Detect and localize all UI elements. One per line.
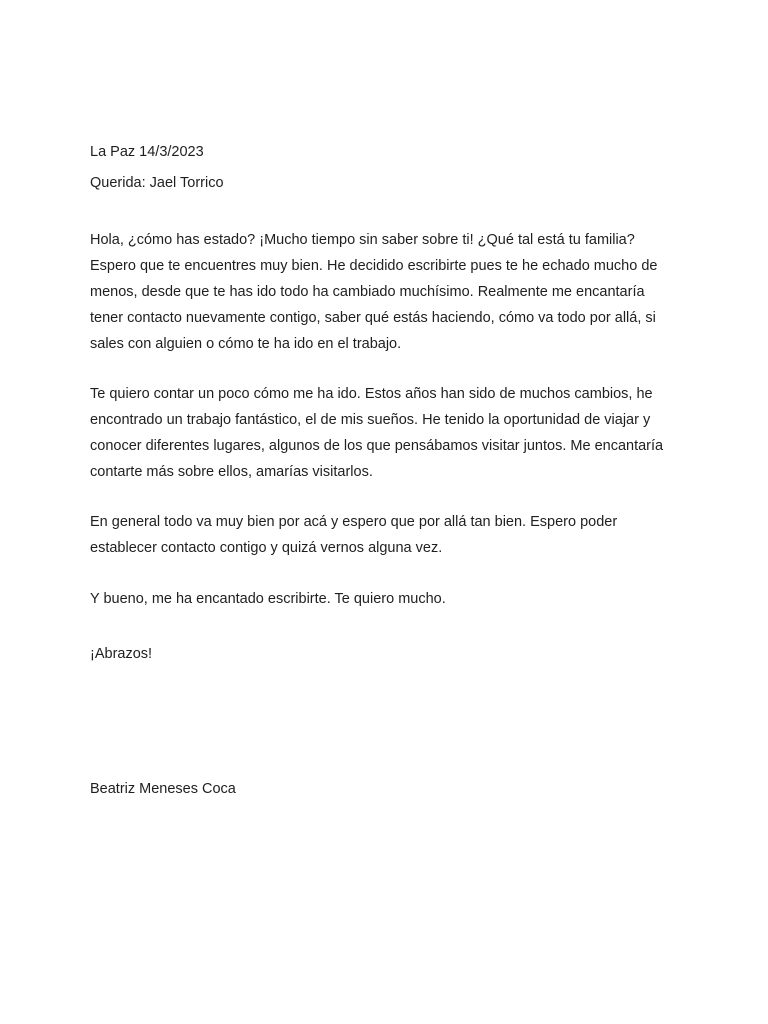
paragraph-line: Espero que te encuentres muy bien. He decidido escribirte pues te he echado mucho de <box>90 258 658 274</box>
signature-name: Beatriz Meneses Coca <box>90 781 236 797</box>
paragraph-line: menos, desde que te has ido todo ha cambiado muchísimo. Realmente me encantaría <box>90 284 645 300</box>
paragraph-line: Hola, ¿cómo has estado? ¡Mucho tiempo sin saber sobre ti! ¿Qué tal está tu familia? <box>90 232 635 248</box>
paragraph-line: sales con alguien o cómo te ha ido en el trabajo. <box>90 336 402 352</box>
paragraph-farewell <box>90 586 680 612</box>
paragraph-line: contarte más sobre ellos, amarías visitarlos. <box>90 464 373 480</box>
paragraph-line: Te quiero contar un poco cómo me ha ido. Estos años han sido de muchos cambios, he <box>90 386 653 402</box>
paragraph-line: En general todo va muy bien por acá y espero que por allá tan bien. Espero poder <box>90 514 618 530</box>
paragraph-line: establecer contacto contigo y quizá vernos alguna vez. <box>90 540 443 556</box>
paragraph-line: tener contacto nuevamente contigo, saber qué estás haciendo, cómo va todo por allá, si <box>90 310 656 326</box>
paragraph-general <box>90 509 680 561</box>
paragraph-news <box>90 381 680 485</box>
paragraph-line: Y bueno, me ha encantado escribirte. Te quiero mucho. <box>90 591 446 607</box>
salutation: Querida: Jael Torrico <box>90 175 224 191</box>
paragraph-greeting <box>90 227 680 357</box>
date-line: La Paz 14/3/2023 <box>90 144 204 160</box>
letter-body <box>90 142 680 799</box>
paragraph-line: encontrado un trabajo fantástico, el de mis sueños. He tenido la oportunidad de viajar y <box>90 412 651 428</box>
paragraph-line: conocer diferentes lugares, algunos de los que pensábamos visitar juntos. Me encantaría <box>90 438 664 454</box>
closing: ¡Abrazos! <box>90 646 153 662</box>
